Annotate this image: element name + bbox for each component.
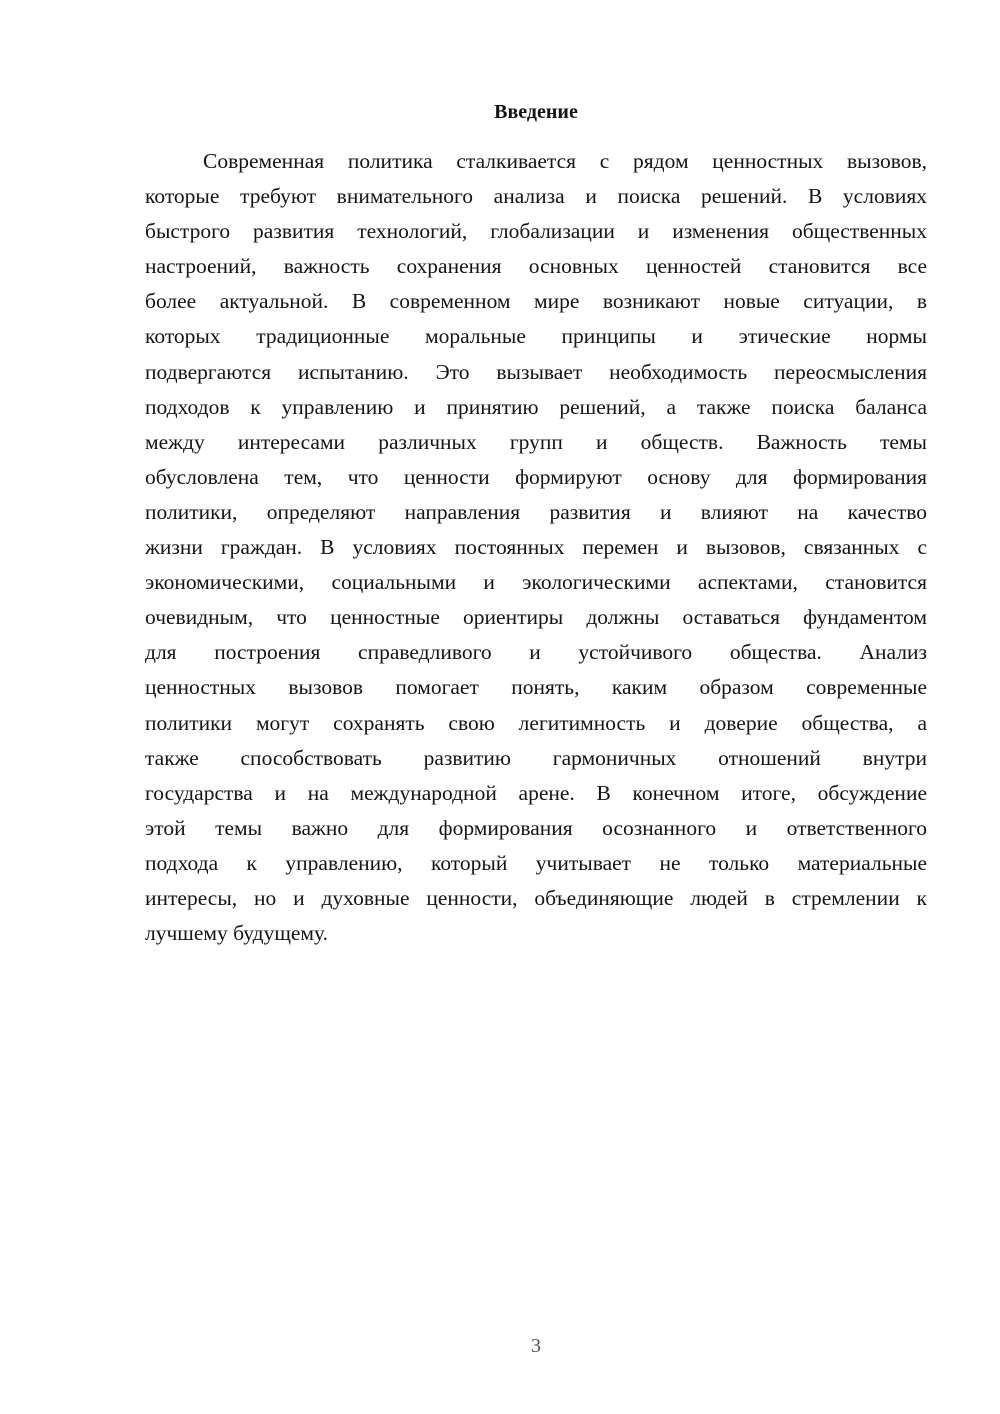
page-number: 3 (531, 1335, 541, 1357)
paragraph-line: которых традиционные моральные принципы и этические нормы (145, 324, 927, 349)
paragraph-line: которые требуют внимательного анализа и поиска решений. В условиях (145, 184, 927, 209)
paragraph-line: для построения справедливого и устойчивого общества. Анализ (145, 640, 927, 665)
paragraph-line: между интересами различных групп и обществ. Важность темы (145, 429, 927, 454)
paragraph-line: более актуальной. В современном мире возникают новые ситуации, в (145, 289, 927, 314)
paragraph-line: лучшему будущему. (145, 921, 329, 946)
paragraph-line: быстрого развития технологий, глобализации и изменения общественных (145, 219, 927, 244)
paragraph-line: государства и на международной арене. В конечном итоге, обсуждение (145, 780, 927, 805)
paragraph-line: жизни граждан. В условиях постоянных перемен и вызовов, связанных с (145, 535, 927, 560)
paragraph-line: политики, определяют направления развития и влияют на качество (145, 499, 927, 524)
paragraph-line: подходов к управлению и принятию решений, а также поиска баланса (145, 394, 927, 419)
paragraph-line: ценностных вызовов помогает понять, каким образом современные (145, 675, 927, 700)
paragraph-line: настроений, важность сохранения основных ценностей становится все (145, 254, 927, 279)
paragraph-line: очевидным, что ценностные ориентиры должны оставаться фундаментом (145, 605, 927, 630)
body-paragraph (145, 144, 927, 951)
paragraph-line: подвергаются испытанию. Это вызывает необходимость переосмысления (145, 359, 927, 384)
paragraph-line: обусловлена тем, что ценности формируют основу для формирования (145, 464, 927, 489)
paragraph-line: политики могут сохранять свою легитимность и доверие общества, а (145, 710, 927, 735)
paragraph-line: интересы, но и духовные ценности, объединяющие людей в стремлении к (145, 885, 927, 910)
paragraph-line: экономическими, социальными и экологическими аспектами, становится (145, 570, 927, 595)
paragraph-line: подхода к управлению, который учитывает не только материальные (145, 850, 927, 875)
section-heading: Введение (494, 101, 578, 123)
paragraph-line: также способствовать развитию гармоничных отношений внутри (145, 745, 927, 770)
paragraph-line: этой темы важно для формирования осознанного и ответственного (145, 815, 927, 840)
paragraph-line: Современная политика сталкивается с рядом ценностных вызовов, (203, 149, 927, 173)
